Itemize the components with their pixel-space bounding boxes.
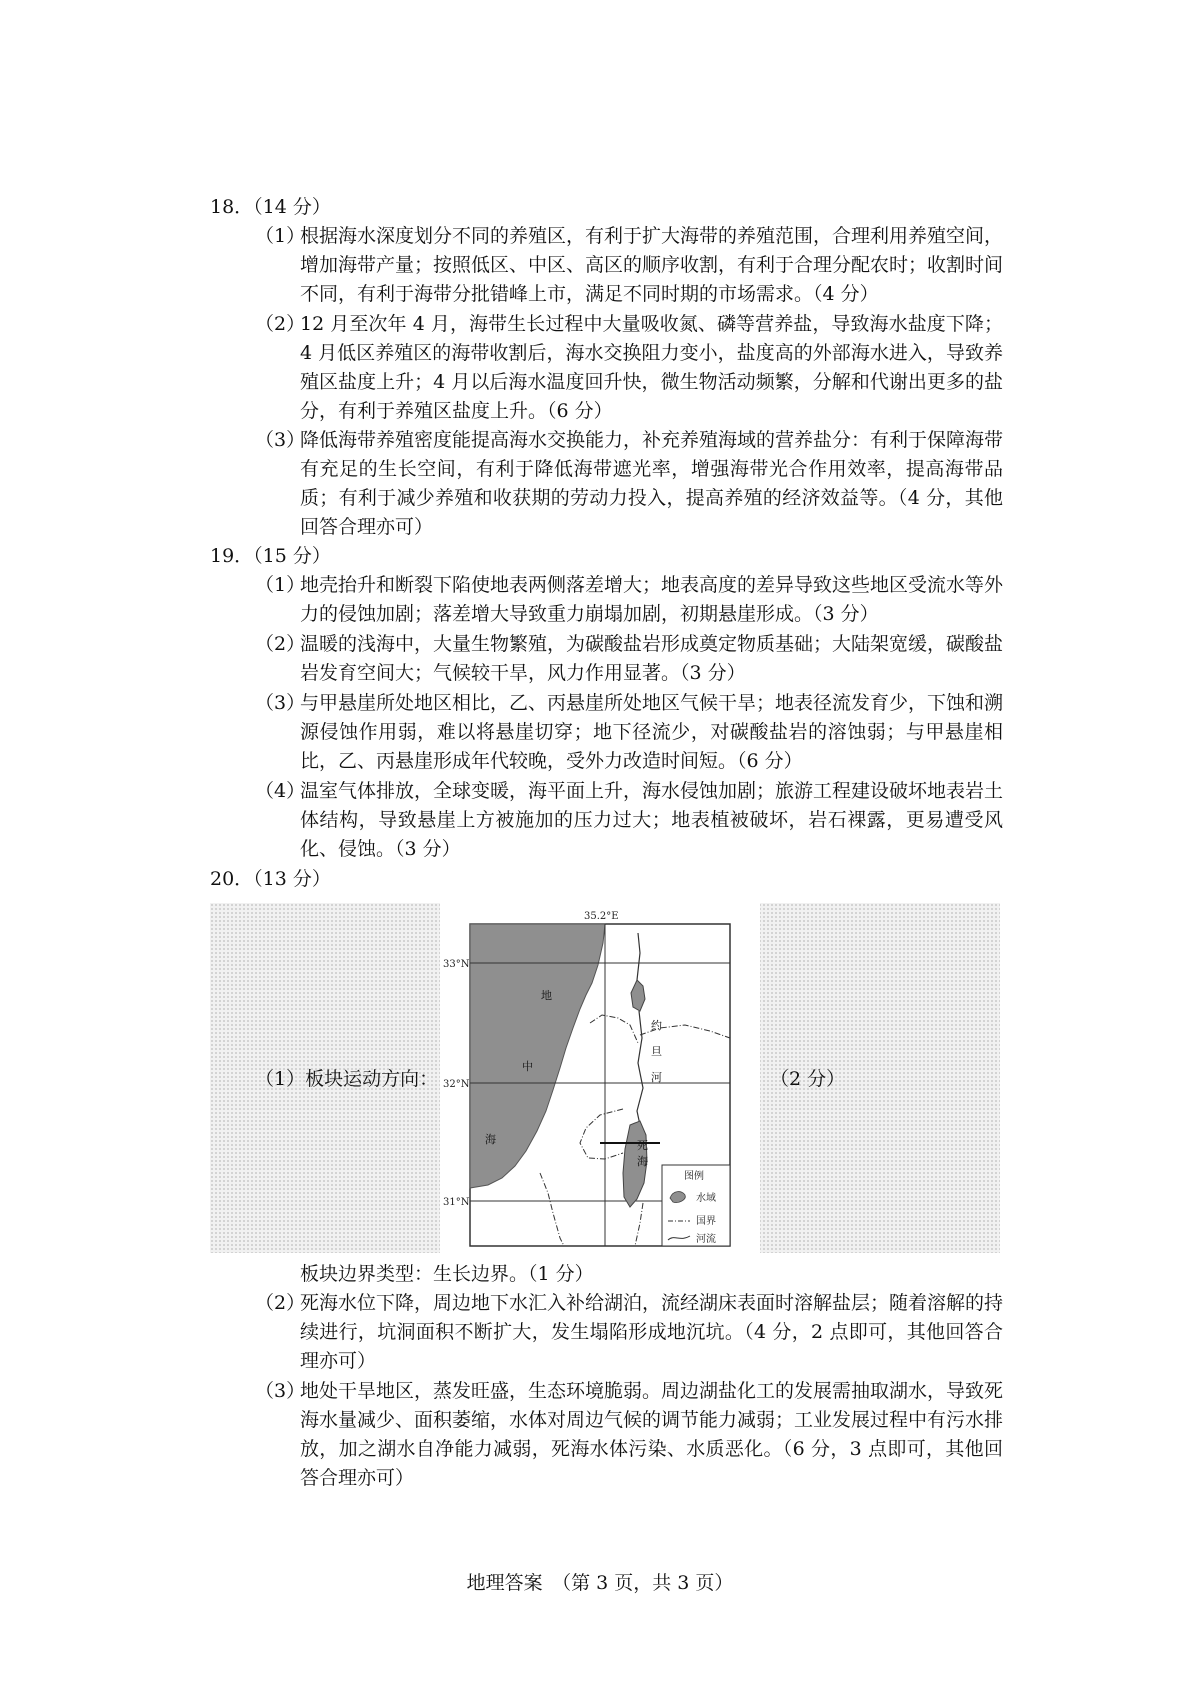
q18-item-2 bbox=[255, 310, 1003, 426]
q19-item-2 bbox=[255, 630, 1003, 688]
q18-item-2-number: （2） bbox=[255, 313, 306, 335]
sea-label-zhong: 中 bbox=[522, 1060, 533, 1073]
q19-item-3-number: （3） bbox=[255, 692, 306, 714]
q20-item-3 bbox=[255, 1377, 1003, 1493]
legend-river-label: 河流 bbox=[696, 1234, 716, 1245]
q20-boundary-line: 板块边界类型：生长边界。（1 分） bbox=[300, 1263, 594, 1285]
q20-item-2 bbox=[255, 1289, 1003, 1376]
q19-item-4 bbox=[255, 777, 1003, 864]
q19-item-4-number: （4） bbox=[255, 780, 306, 802]
river-label-dan: 旦 bbox=[651, 1045, 662, 1058]
lake-label-hai: 海 bbox=[637, 1155, 648, 1168]
q18-item-1-text: 根据海水深度划分不同的养殖区，有利于扩大海带的养殖范围，合理利用养殖空间，增加海带产量；按照低区、中区、高区的顺序收割，有利于合理分配农时；收割时间不同，有利于海带分批错峰上市，满足不同时期的市场需求。（4 分） bbox=[300, 225, 1004, 305]
q20-item-2-text: 死海水位下降，周边地下水汇入补给湖泊，流经湖床表面时溶解盐层；随着溶解的持续进行，坑洞面积不断扩大，发生塌陷形成地沉坑。（4 分，2 点即可，其他回答合理亦可） bbox=[300, 1292, 1004, 1372]
q20-item-3-number: （3） bbox=[255, 1380, 306, 1402]
lake-label-si: 死 bbox=[637, 1139, 648, 1152]
lon-label: 35.2°E bbox=[584, 911, 619, 922]
q20-heading: 20．（13 分） bbox=[210, 868, 331, 890]
legend-border-label: 国界 bbox=[696, 1216, 716, 1227]
q19-item-1-text: 地壳抬升和断裂下陷使地表两侧落差增大；地表高度的差异导致这些地区受流水等外力的侵蚀加剧；落差增大导致重力崩塌加剧，初期悬崖形成。（3 分） bbox=[300, 574, 1004, 625]
q19-item-4-text: 温室气体排放，全球变暖，海平面上升，海水侵蚀加剧；旅游工程建设破坏地表岩土体结构，导致悬崖上方被施加的压力过大；地表植被破坏，岩石裸露，更易遭受风化、侵蚀。（3 分） bbox=[300, 780, 1004, 860]
q20-item-1-score: （2 分） bbox=[770, 1068, 846, 1090]
q20-item-2-number: （2） bbox=[255, 1292, 306, 1314]
q19-item-2-text: 温暖的浅海中，大量生物繁殖，为碳酸盐岩形成奠定物质基础；大陆架宽缓，碳酸盐岩发育空间大；气候较干旱，风力作用显著。（3 分） bbox=[300, 633, 1004, 684]
lat-label-31: 31°N bbox=[443, 1197, 470, 1208]
q19-item-3-text: 与甲悬崖所处地区相比，乙、丙悬崖所处地区气候干旱；地表径流发育少，下蚀和溯源侵蚀作用弱，难以将悬崖切穿；地下径流少，对碳酸盐岩的溶蚀弱；与甲悬崖相比，乙、丙悬崖形成年代较晚，受外力改造时间短。（6 分） bbox=[300, 692, 1004, 772]
q19-item-1-number: （1） bbox=[255, 574, 306, 596]
q19-item-1 bbox=[255, 571, 1003, 629]
river-label-he: 河 bbox=[651, 1071, 662, 1084]
q18-item-1 bbox=[255, 222, 1003, 309]
q19-heading: 19．（15 分） bbox=[210, 545, 331, 567]
river-label-yue: 约 bbox=[651, 1019, 662, 1032]
q20-item-3-text: 地处干旱地区，蒸发旺盛，生态环境脆弱。周边湖盐化工的发展需抽取湖水，导致死海水量减少、面积萎缩，水体对周边气候的调节能力减弱；工业发展过程中有污水排放，加之湖水自净能力减弱，死海水体污染、水质恶化。（6 分，3 点即可，其他回答合理亦可） bbox=[300, 1380, 1004, 1489]
sea-label-di: 地 bbox=[541, 989, 552, 1002]
q19-item-2-number: （2） bbox=[255, 633, 306, 655]
sea-label-hai: 海 bbox=[485, 1133, 496, 1146]
legend-water-label: 水域 bbox=[696, 1193, 716, 1204]
dead-sea-map bbox=[440, 903, 760, 1253]
q20-item-1-prefix: （1）板块运动方向： bbox=[255, 1068, 439, 1090]
q19-item-3 bbox=[255, 689, 1003, 776]
q18-item-3-text: 降低海带养殖密度能提高海水交换能力，补充养殖海域的营养盐分：有利于保障海带有充足的生长空间，有利于降低海带遮光率，增强海带光合作用效率，提高海带品质；有利于减少养殖和收获期的劳动力投入，提高养殖的经济效益等。（4 分，其他回答合理亦可） bbox=[300, 429, 1004, 538]
q18-item-3 bbox=[255, 426, 1003, 542]
page-footer: 地理答案 （第 3 页，共 3 页） bbox=[466, 1572, 734, 1594]
lat-label-32: 32°N bbox=[443, 1079, 470, 1090]
legend-title: 图例 bbox=[684, 1171, 704, 1182]
q18-item-2-text: 12 月至次年 4 月，海带生长过程中大量吸收氮、磷等营养盐，导致海水盐度下降；4 月低区养殖区的海带收割后，海水交换阻力变小，盐度高的外部海水进入，导致养殖区盐度上升；4 月以后海水温度回升快，微生物活动频繁，分解和代谢出更多的盐分，有利于养殖区盐度上升。（6 分） bbox=[300, 313, 1003, 422]
q18-heading: 18．（14 分） bbox=[210, 196, 331, 218]
q18-item-3-number: （3） bbox=[255, 429, 306, 451]
lat-label-33: 33°N bbox=[443, 959, 470, 970]
q18-item-1-number: （1） bbox=[255, 225, 306, 247]
